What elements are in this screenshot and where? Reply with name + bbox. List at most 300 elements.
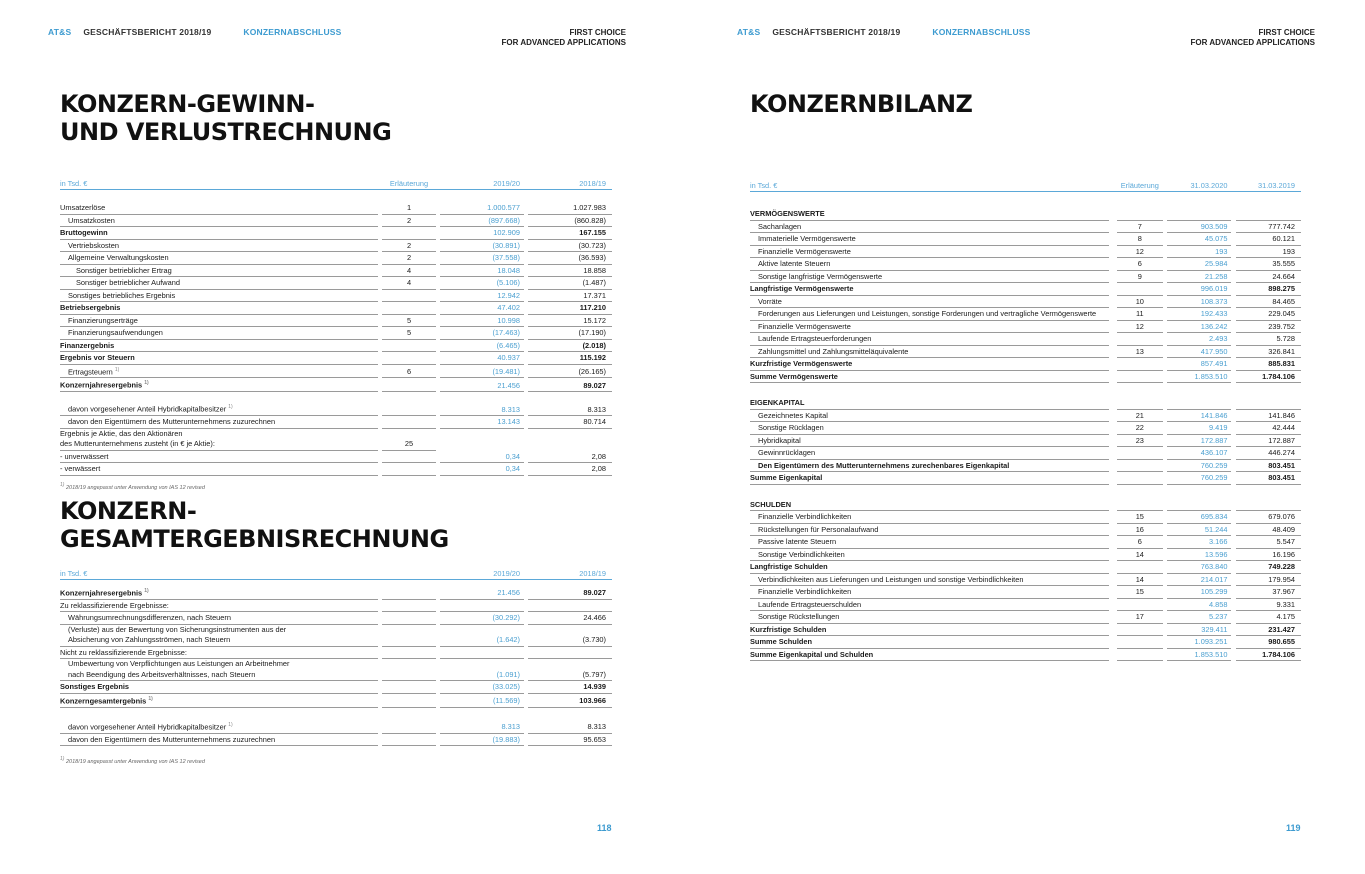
note-ref: 12 [1117,246,1163,259]
value-current: (30.292) [440,612,524,625]
value-current: (19.883) [440,734,524,747]
tagline [1191,28,1315,48]
table-row [60,463,612,476]
table-row [750,422,1301,435]
note-ref: 23 [1117,435,1163,448]
value-prev: 24.466 [528,612,612,625]
section-heading-label: EIGENKAPITAL [750,397,1109,410]
value-prev: 803.451 [1236,472,1301,485]
table-row [750,574,1301,587]
value-prev: (36.593) [528,252,612,265]
table-row [60,625,612,647]
table-row [750,636,1301,649]
guv-title-line-1: KONZERN-GEWINN- [60,90,315,118]
value-current: 47.402 [440,302,524,315]
table-row [750,460,1301,473]
row-label: Gewinnrücklagen [750,447,1109,460]
value-current: 1.853.510 [1167,371,1231,384]
value-current: 2.493 [1167,333,1231,346]
table-row [60,327,612,340]
note-ref: 14 [1117,549,1163,562]
table-row [60,600,612,613]
row-label: Sonstiger betrieblicher Ertrag [60,265,378,278]
table-row [750,333,1301,346]
table-row [60,720,612,734]
col-prev-year: 2018/19 [528,566,612,580]
tagline [502,28,626,48]
row-label: Immaterielle Vermögenswerte [750,233,1109,246]
value-current: (30.891) [440,240,524,253]
note-ref [1117,447,1163,460]
value-current: 8.313 [440,402,524,416]
table-row [750,246,1301,259]
table-header-row [750,178,1301,192]
value-prev: 679.076 [1236,511,1301,524]
note-ref: 10 [1117,296,1163,309]
row-label: Sonstiges Ergebnis [60,681,378,694]
value-current: 0,34 [440,463,524,476]
value-prev: 239.752 [1236,321,1301,334]
table-row [60,586,612,600]
value-current: 21.456 [440,378,524,392]
table-row [750,624,1301,637]
row-label: davon vorgesehener Anteil Hybridkapitalbesitzer $^{1)}$ [60,402,378,416]
value-prev: 1.784.106 [1236,371,1301,384]
row-label: Ergebnis je Aktie, das den Aktionären des Mutterunternehmens zusteht (in € je Aktie): [60,429,378,451]
value-prev: 14.939 [528,681,612,694]
value-current: (897.668) [440,215,524,228]
row-label: Summe Eigenkapital [750,472,1109,485]
row-label: Gezeichnetes Kapital [750,410,1109,423]
table-row [60,378,612,392]
row-label: Sonstiger betrieblicher Aufwand [60,277,378,290]
note-ref [1117,472,1163,485]
table-row [750,561,1301,574]
row-label: Passive latente Steuern [750,536,1109,549]
note-ref: 2 [382,240,436,253]
row-label: Aktive latente Steuern [750,258,1109,271]
value-current: 857.491 [1167,358,1231,371]
table-row [750,536,1301,549]
row-label: Summe Vermögenswerte [750,371,1109,384]
value-current: 108.373 [1167,296,1231,309]
value-prev: 8.313 [528,720,612,734]
table-row [60,612,612,625]
row-label: Nicht zu reklassifizierende Ergebnisse: [60,647,378,660]
note-ref: 6 [382,365,436,379]
table-row [750,611,1301,624]
row-label: Konzernjahresergebnis $^{1)}$ [60,586,378,600]
value-current: 760.259 [1167,460,1231,473]
guv-title [60,90,391,146]
value-current: 40.937 [440,352,524,365]
note-ref: 6 [1117,536,1163,549]
value-prev: 179.954 [1236,574,1301,587]
row-label: Zahlungsmittel und Zahlungsmitteläquivalente [750,346,1109,359]
note-ref: 12 [1117,321,1163,334]
value-prev: 326.841 [1236,346,1301,359]
table-row [750,346,1301,359]
value-current: 329.411 [1167,624,1231,637]
value-current: 903.509 [1167,221,1231,234]
value-current: 13.143 [440,416,524,429]
note-ref [1117,371,1163,384]
row-label: Rückstellungen für Personalaufwand [750,524,1109,537]
row-label: Sachanlagen [750,221,1109,234]
table-row [60,694,612,708]
value-prev: 1.784.106 [1236,649,1301,662]
value-current: 1.000.577 [440,202,524,215]
note-ref [1117,358,1163,371]
note-ref: 16 [1117,524,1163,537]
footnote-text: 2018/19 angepasst unter Anwendung von IAS 12 revised [65,484,205,491]
table-row [60,681,612,694]
row-label: davon vorgesehener Anteil Hybridkapitalbesitzer $^{1)}$ [60,720,378,734]
section-title: KONZERNABSCHLUSS [932,27,1031,37]
table-row [750,358,1301,371]
value-prev: (2.018) [528,340,612,353]
note-ref: 6 [1117,258,1163,271]
value-current: 8.313 [440,720,524,734]
value-prev: 229.045 [1236,308,1301,321]
value-current: 695.834 [1167,511,1231,524]
value-current: 136.242 [1167,321,1231,334]
report-title: GESCHÄFTSBERICHT 2018/19 [772,27,901,37]
section-heading [750,397,1301,410]
row-label: Langfristige Vermögenswerte [750,283,1109,296]
row-label: Laufende Ertragsteuerschulden [750,599,1109,612]
page-header [737,27,1031,37]
footnote-marker: 1) [60,482,65,488]
value-prev: 5.728 [1236,333,1301,346]
note-ref [1117,599,1163,612]
value-prev: 2,08 [528,463,612,476]
row-label: Summe Schulden [750,636,1109,649]
table-row [60,659,612,681]
value-current: 105.299 [1167,586,1231,599]
value-current: 192.433 [1167,308,1231,321]
note-header [382,566,436,580]
gesamt-table [60,566,612,746]
unit-label: in Tsd. € [750,178,1109,192]
right-page [690,0,1365,874]
row-label: Sonstige Rücklagen [750,422,1109,435]
value-prev: (1.487) [528,277,612,290]
table-row [60,402,612,416]
note-ref [1117,460,1163,473]
note-header: Erläuterung [1117,178,1163,192]
table-row [750,586,1301,599]
value-current: (19.481) [440,365,524,379]
row-label: Finanzielle Verbindlichkeiten [750,511,1109,524]
unit-label: in Tsd. € [60,566,378,580]
value-current: (11.569) [440,694,524,708]
page-number: 118 [597,823,612,833]
value-current: 0,34 [440,451,524,464]
table-row [60,215,612,228]
note-ref [382,227,436,240]
note-ref [382,416,436,429]
row-label: Bruttogewinn [60,227,378,240]
note-ref [382,340,436,353]
table-row [60,365,612,379]
value-prev: 42.444 [1236,422,1301,435]
value-current: 25.984 [1167,258,1231,271]
note-ref: 2 [382,252,436,265]
row-label: - verwässert [60,463,378,476]
footnote-text: 2018/19 angepasst unter Anwendung von IAS 12 revised [65,758,205,765]
note-ref [382,378,436,392]
value-prev: 15.172 [528,315,612,328]
value-prev: 60.121 [1236,233,1301,246]
value-current: 1.093.251 [1167,636,1231,649]
table-row [60,734,612,747]
value-prev: 18.858 [528,265,612,278]
value-current: 5.237 [1167,611,1231,624]
row-label: Summe Eigenkapital und Schulden [750,649,1109,662]
note-ref [382,463,436,476]
section-heading [750,499,1301,512]
gesamt-header-row [60,566,612,580]
table-row [750,308,1301,321]
table-row [60,647,612,660]
table-row [750,296,1301,309]
row-label: Vorräte [750,296,1109,309]
value-current: 9.419 [1167,422,1231,435]
note-ref: 11 [1117,308,1163,321]
row-label: Hybridkapital [750,435,1109,448]
tagline-line-2: FOR ADVANCED APPLICATIONS [1190,38,1315,47]
value-prev: (30.723) [528,240,612,253]
note-ref [1117,649,1163,662]
tagline-line-1: FIRST CHOICE [1258,28,1315,37]
tagline-line-2: FOR ADVANCED APPLICATIONS [501,38,626,47]
row-label: (Verluste) aus der Bewertung von Sicherungsinstrumenten aus der Absicherung von Zahlungsströmen, nach Steuern [60,625,378,647]
gesamt-title [60,497,449,553]
section-heading [750,208,1301,221]
note-ref: 25 [382,429,436,451]
table-row [750,599,1301,612]
footnote-marker: 1) [60,756,65,762]
row-label: Langfristige Schulden [750,561,1109,574]
note-ref: 1 [382,202,436,215]
row-label: Ergebnis vor Steuern [60,352,378,365]
value-prev: 231.427 [1236,624,1301,637]
value-prev: 117.210 [528,302,612,315]
col-current-year: 2019/20 [440,566,524,580]
value-prev: 17.371 [528,290,612,303]
note-ref: 17 [1117,611,1163,624]
row-label: Kurzfristige Schulden [750,624,1109,637]
value-current: 21.456 [440,586,524,600]
row-label: Finanzielle Vermögenswerte [750,321,1109,334]
value-current: 12.942 [440,290,524,303]
table-row [60,290,612,303]
value-current: (6.465) [440,340,524,353]
row-label: Umsatzerlöse [60,202,378,215]
row-label: Forderungen aus Lieferungen und Leistungen, sonstige Forderungen und vertragliche Vermögenswerte [750,308,1109,321]
gesamt-title-line-1: KONZERN- [60,497,197,525]
col-previous: 31.03.2019 [1236,178,1301,192]
value-prev: 4.175 [1236,611,1301,624]
value-prev: (860.828) [528,215,612,228]
row-label: Sonstige Verbindlichkeiten [750,549,1109,562]
value-current: 51.244 [1167,524,1231,537]
value-prev: (5.797) [528,659,612,681]
value-prev: 1.027.983 [528,202,612,215]
table-row [60,352,612,365]
table-row [750,472,1301,485]
value-prev: 193 [1236,246,1301,259]
value-current: (1.642) [440,625,524,647]
note-ref [1117,624,1163,637]
note-header: Erläuterung [382,176,436,190]
note-ref: 9 [1117,271,1163,284]
value-prev: 37.967 [1236,586,1301,599]
row-label: Finanzierungserträge [60,315,378,328]
table-row [750,524,1301,537]
guv-footnote [60,482,205,491]
table-row [60,451,612,464]
note-ref: 14 [1117,574,1163,587]
value-prev: 89.027 [528,586,612,600]
table-row [60,202,612,215]
value-prev: 84.465 [1236,296,1301,309]
value-prev: 172.887 [1236,435,1301,448]
note-ref [1117,333,1163,346]
value-current: 3.166 [1167,536,1231,549]
row-label: Sonstige Rückstellungen [750,611,1109,624]
value-current: 102.909 [440,227,524,240]
value-current: 141.846 [1167,410,1231,423]
value-prev: 5.547 [1236,536,1301,549]
gesamt-title-line-2: GESAMTERGEBNISRECHNUNG [60,525,449,553]
brand-logo: AT&S [737,27,761,37]
value-current: 45.075 [1167,233,1231,246]
note-ref: 22 [1117,422,1163,435]
table-row [750,271,1301,284]
row-label: - unverwässert [60,451,378,464]
value-current: (37.558) [440,252,524,265]
table-row [750,221,1301,234]
row-label: Sonstige langfristige Vermögenswerte [750,271,1109,284]
table-row [750,321,1301,334]
value-prev: 980.655 [1236,636,1301,649]
value-prev: (26.165) [528,365,612,379]
table-row [750,233,1301,246]
row-label: Umbewertung von Verpflichtungen aus Leistungen an Arbeitnehmer nach Beendigung des Arbeitsverhältnisses, nach Steuern [60,659,378,681]
value-prev: 803.451 [1236,460,1301,473]
value-prev: 885.831 [1236,358,1301,371]
row-label: Sonstiges betriebliches Ergebnis [60,290,378,303]
note-ref [382,302,436,315]
section-heading-label: SCHULDEN [750,499,1109,512]
note-ref: 13 [1117,346,1163,359]
value-current: 760.259 [1167,472,1231,485]
note-ref: 5 [382,327,436,340]
note-ref [1117,636,1163,649]
table-row [60,416,612,429]
section-title: KONZERNABSCHLUSS [243,27,342,37]
left-page [0,0,682,874]
table-row [750,258,1301,271]
note-ref [1117,561,1163,574]
value-prev: 103.966 [528,694,612,708]
table-row [750,649,1301,662]
value-current: 417.950 [1167,346,1231,359]
row-label: Währungsumrechnungsdifferenzen, nach Steuern [60,612,378,625]
table-row [60,429,612,451]
table-row [60,265,612,278]
note-ref: 15 [1117,511,1163,524]
value-prev: 95.653 [528,734,612,747]
value-current: 214.017 [1167,574,1231,587]
value-current: 172.887 [1167,435,1231,448]
table-row [60,302,612,315]
table-row [60,240,612,253]
row-label: Finanzielle Verbindlichkeiten [750,586,1109,599]
gesamt-footnote [60,756,205,765]
guv-table [60,176,612,476]
unit-label: in Tsd. € [60,176,378,190]
note-ref: 2 [382,215,436,228]
value-prev: 115.192 [528,352,612,365]
bilanz-table [750,178,1301,661]
table-header-row [60,176,612,190]
note-ref: 7 [1117,221,1163,234]
note-ref [382,352,436,365]
value-prev: 80.714 [528,416,612,429]
col-current: 2019/20 [440,176,524,190]
value-prev: (17.190) [528,327,612,340]
tagline-line-1: FIRST CHOICE [569,28,626,37]
report-title: GESCHÄFTSBERICHT 2018/19 [83,27,212,37]
note-ref: 21 [1117,410,1163,423]
table-row [750,511,1301,524]
table-row [750,435,1301,448]
value-prev: 89.027 [528,378,612,392]
note-ref: 15 [1117,586,1163,599]
table-row [750,410,1301,423]
row-label: davon den Eigentümern des Mutterunternehmens zuzurechnen [60,416,378,429]
note-ref: 5 [382,315,436,328]
value-prev: 24.664 [1236,271,1301,284]
guv-title-line-2: UND VERLUSTRECHNUNG [60,118,392,146]
row-label: Allgemeine Verwaltungskosten [60,252,378,265]
table-row [750,283,1301,296]
value-prev: (3.730) [528,625,612,647]
col-previous: 2018/19 [528,176,612,190]
page-header [48,27,342,37]
value-prev: 2,08 [528,451,612,464]
value-prev: 446.274 [1236,447,1301,460]
page-number: 119 [1286,823,1301,833]
value-prev: 898.275 [1236,283,1301,296]
value-prev: 9.331 [1236,599,1301,612]
value-current: 763.840 [1167,561,1231,574]
note-ref: 4 [382,265,436,278]
value-current: 10.998 [440,315,524,328]
row-label: Zu reklassifizierende Ergebnisse: [60,600,378,613]
note-ref: 4 [382,277,436,290]
note-ref [1117,283,1163,296]
note-ref [382,402,436,416]
row-label: Laufende Ertragsteuerforderungen [750,333,1109,346]
row-label: Konzernjahresergebnis $^{1)}$ [60,378,378,392]
value-current: (17.463) [440,327,524,340]
value-current: (5.106) [440,277,524,290]
note-ref [382,451,436,464]
